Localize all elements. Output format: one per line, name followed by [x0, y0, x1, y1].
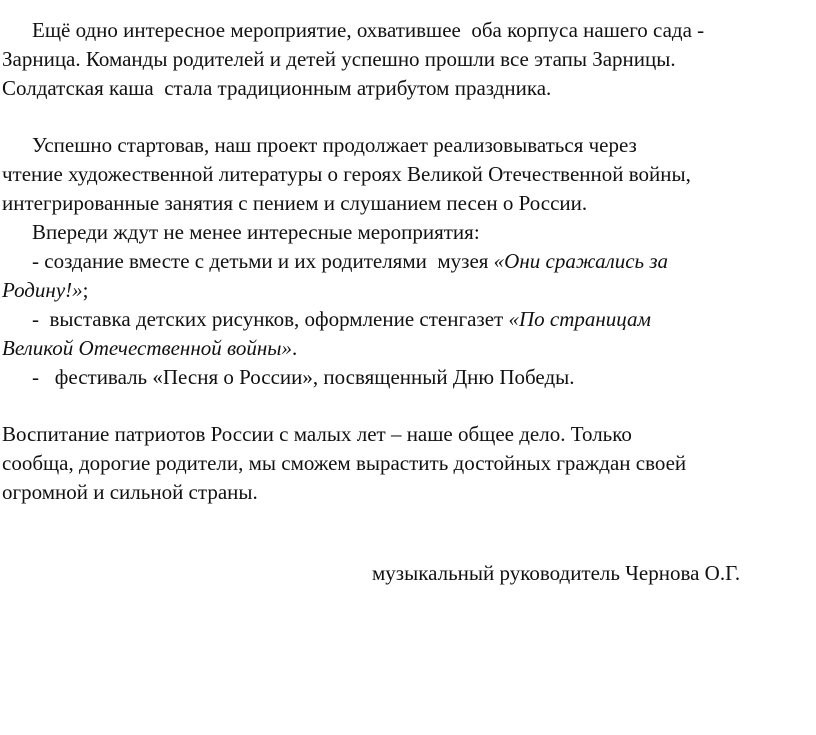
punctuation: ; [82, 278, 89, 302]
text-line: Успешно стартовав, наш проект продолжает реализовываться через [32, 133, 637, 157]
list-item-text: - создание вместе с детьми и их родителями музея [32, 249, 494, 273]
list-item [2, 305, 816, 334]
plans-list [2, 218, 816, 392]
text-line: Зарница. Команды родителей и детей успешно прошли все этапы Зарницы. [2, 47, 676, 71]
list-item-title: «По страницам [508, 307, 651, 331]
list-item [2, 247, 816, 276]
paragraph-zarnitsa [2, 16, 816, 103]
list-item: - фестиваль «Песня о России», посвященный Дню Победы. [32, 365, 575, 389]
list-item-title: «Они сражались за [493, 249, 669, 273]
text-line: огромной и сильной страны. [2, 480, 258, 504]
punctuation: . [291, 336, 298, 360]
text-line: интегрированные занятия с пением и слушанием песен о России. [2, 191, 588, 215]
paragraph-project [2, 131, 816, 218]
signature: музыкальный руководитель Чернова О.Г. [372, 561, 741, 585]
plans-intro: Впереди ждут не менее интересные мероприятия: [32, 220, 480, 244]
text-line: Воспитание патриотов России с малых лет – наше общее дело. Только [2, 422, 632, 446]
list-item-continuation [2, 276, 816, 305]
list-item-title: Родину!» [2, 278, 83, 302]
list-item-title: Великой Отечественной войны» [2, 336, 292, 360]
list-item-continuation [2, 334, 816, 363]
text-line: Ещё одно интересное мероприятие, охватившее оба корпуса нашего сада - [32, 18, 705, 42]
text-line: чтение художественной литературы о героях Великой Отечественной войны, [2, 162, 691, 186]
list-item-text: - выставка детских рисунков, оформление стенгазет [32, 307, 509, 331]
text-line: Солдатская каша стала традиционным атрибутом праздника. [2, 76, 552, 100]
paragraph-patriots [2, 420, 816, 507]
text-line: сообща, дорогие родители, мы сможем вырастить достойных граждан своей [2, 451, 687, 475]
